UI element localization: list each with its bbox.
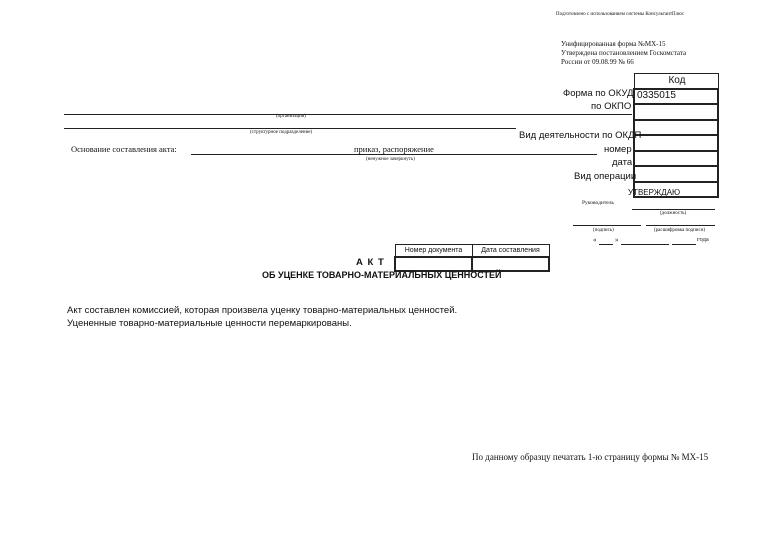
day-line xyxy=(599,244,613,245)
okdp-code-cell xyxy=(634,135,718,151)
act-subtitle: ОБ УЦЕНКЕ ТОВАРНО-МАТЕРИАЛЬНЫХ ЦЕННОСТЕЙ xyxy=(262,270,502,280)
quote-close: » xyxy=(615,236,619,244)
month-line xyxy=(621,244,669,245)
year-label: года xyxy=(697,236,709,243)
unit-caption: (структурное подразделение) xyxy=(250,130,313,135)
position-line xyxy=(632,209,715,210)
signature-caption: (подпись) xyxy=(593,228,614,233)
number-code-cell xyxy=(634,151,718,167)
decoding-line xyxy=(646,225,715,226)
body-line-1: Акт составлен комиссией, которая произвела уценку товарно-материальных ценностей. xyxy=(67,305,458,316)
act-title: А К Т xyxy=(356,257,385,268)
operation-label: Вид операции xyxy=(574,171,637,182)
date-label: дата xyxy=(612,157,633,168)
okdp-label: Вид деятельности по ОКДП xyxy=(519,130,642,141)
form-line-1: Унифицированная форма №МХ-15 xyxy=(561,40,666,48)
okpo-code-cell-2 xyxy=(634,120,718,136)
year-line xyxy=(672,244,696,245)
prepared-note: Подготовлено с использованием системы КонсультантПлюс xyxy=(556,12,685,17)
doc-number-header: Номер документа xyxy=(395,245,472,258)
basis-line xyxy=(191,154,597,155)
approve-title: УТВЕРЖДАЮ xyxy=(628,188,681,197)
footer-note: По данному образцу печатать 1-ю страницу формы № МХ-15 xyxy=(472,452,709,462)
form-line-3: России от 09.08.99 № 66 xyxy=(561,58,634,66)
okpo-code-cell xyxy=(634,104,718,120)
decoding-caption: (расшифровка подписи) xyxy=(654,228,706,233)
doc-date-cell xyxy=(472,257,549,271)
number-label: номер xyxy=(604,144,632,155)
doc-date-header: Дата составления xyxy=(472,245,549,258)
basis-caption: (ненужное зачеркнуть) xyxy=(366,157,415,162)
quote-open: « xyxy=(593,236,597,244)
okud-label: Форма по ОКУД xyxy=(563,88,634,99)
position-caption: (должность) xyxy=(660,211,687,216)
basis-value: приказ, распоряжение xyxy=(354,144,434,154)
org-line xyxy=(64,114,632,115)
signature-line xyxy=(573,225,641,226)
form-line-2: Утверждена постановлением Госкомстата xyxy=(561,49,687,57)
org-caption: (организация) xyxy=(276,114,306,119)
unit-line xyxy=(64,128,516,129)
okud-code-cell: 0335015 xyxy=(634,89,718,105)
doc-number-cell xyxy=(395,257,472,271)
body-line-2: Уцененные товарно-материальные ценности перемаркированы. xyxy=(67,318,352,329)
codes-header: Код xyxy=(634,74,718,89)
codes-table xyxy=(633,73,719,198)
basis-label: Основание составления акта: xyxy=(71,144,177,154)
okpo-label: по ОКПО xyxy=(591,101,632,112)
date-code-cell xyxy=(634,166,718,182)
head-label: Руководитель xyxy=(582,200,614,206)
doc-table xyxy=(394,244,550,272)
